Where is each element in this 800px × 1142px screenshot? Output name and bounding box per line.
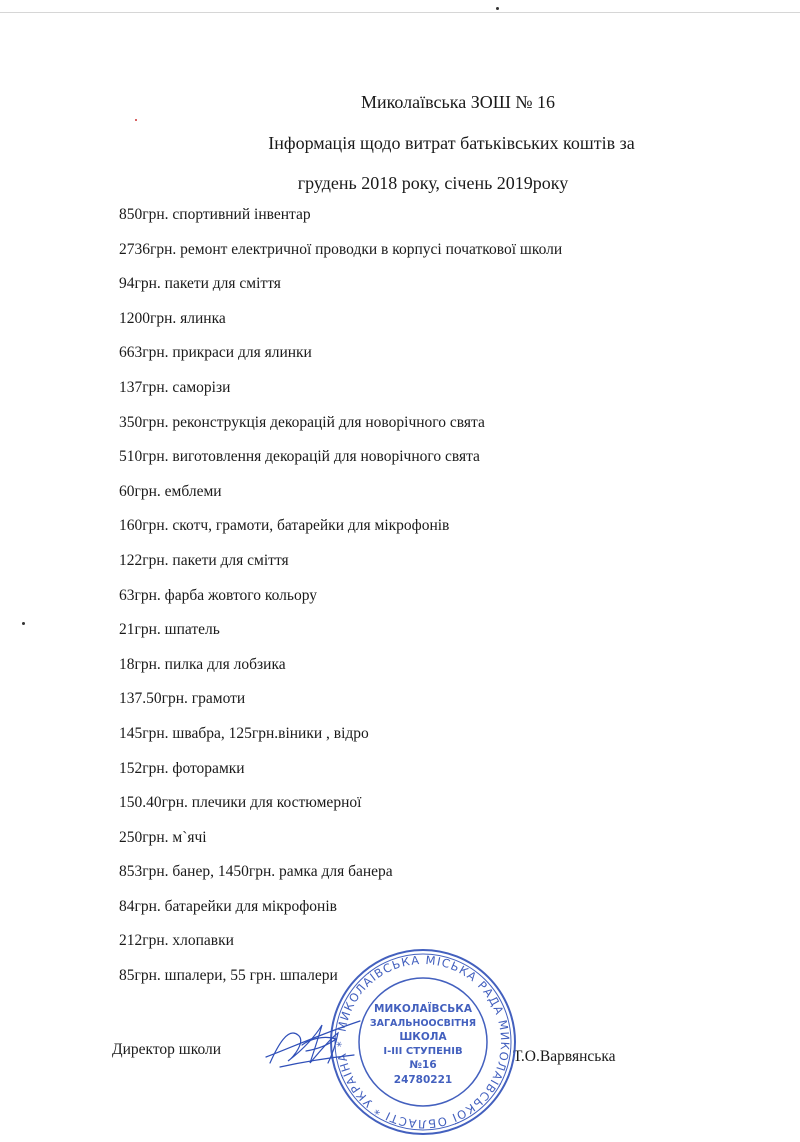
expense-item: 350грн. реконструкція декорацій для новорічного свята (119, 413, 485, 431)
school-title: Миколаївська ЗОШ № 16 (360, 92, 556, 112)
stamp-center-line: ШКОЛА (399, 1031, 447, 1043)
expense-item: 122грн. пакети для сміття (119, 551, 289, 569)
director-label: Директор школи (112, 1041, 222, 1058)
expense-item: 85грн. шпалери, 55 грн. шпалери (119, 967, 338, 985)
expense-item: 150.40грн. плечики для костюмерної (119, 794, 362, 812)
stamp-center-line: І-ІІІ СТУПЕНІВ (383, 1046, 463, 1057)
stamp-center-line: №16 (409, 1059, 437, 1071)
report-subtitle-line-2: грудень 2018 року, січень 2019року (297, 173, 569, 193)
expense-item: 853грн. банер, 1450грн. рамка для банера (119, 863, 393, 881)
official-stamp (323, 942, 523, 1142)
scan-speck (496, 7, 499, 10)
expense-item: 212грн. хлопавки (119, 932, 234, 950)
expense-item: 1200грн. ялинка (119, 309, 226, 327)
expense-item: 137грн. саморізи (119, 378, 231, 396)
scan-speck (22, 622, 25, 625)
report-subtitle-line-1: Інформація щодо витрат батьківських коштів за (268, 133, 635, 153)
stamp-ring-text: МИКОЛАЇВСЬКА МІСЬКА РАДА МИКОЛАЇВСЬКОЇ ОБЛАСТІ * УКРАЇНА * (333, 952, 513, 1132)
expense-item: 60грн. емблеми (119, 482, 222, 500)
expense-item: 94грн. пакети для сміття (119, 275, 281, 293)
expense-item: 850грн. спортивний інвентар (119, 206, 311, 223)
expense-item: 21грн. шпатель (119, 621, 220, 639)
scan-speck (135, 119, 137, 121)
expense-item: 160грн. скотч, грамоти, батарейки для мікрофонів (119, 517, 450, 535)
stamp-center-line: ЗАГАЛЬНООСВІТНЯ (369, 1018, 477, 1029)
expense-list (119, 205, 562, 1001)
expense-item: 18грн. пилка для лобзика (119, 655, 286, 673)
expense-item: 84грн. батарейки для мікрофонів (119, 897, 337, 915)
expense-item: 63грн. фарба жовтого кольору (119, 586, 318, 604)
expense-item: 152грн. фоторамки (119, 759, 245, 777)
expense-item: 250грн. м`ячі (119, 828, 207, 846)
expense-item: 2736грн. ремонт електричної проводки в корпусі початкової школи (119, 240, 563, 258)
stamp-center-line: МИКОЛАЇВСЬКА (374, 1003, 472, 1015)
expense-item: 137.50грн. грамоти (119, 690, 246, 708)
stamp-center-line: 24780221 (393, 1074, 453, 1086)
expense-item: 510грн. виготовлення декорацій для новорічного свята (119, 448, 480, 466)
scan-edge-line (0, 12, 800, 13)
expense-item: 663грн. прикраси для ялинки (119, 344, 312, 362)
director-name: Т.О.Варвянська (513, 1048, 616, 1065)
expense-item: 145грн. швабра, 125грн.віники , відро (119, 724, 369, 742)
